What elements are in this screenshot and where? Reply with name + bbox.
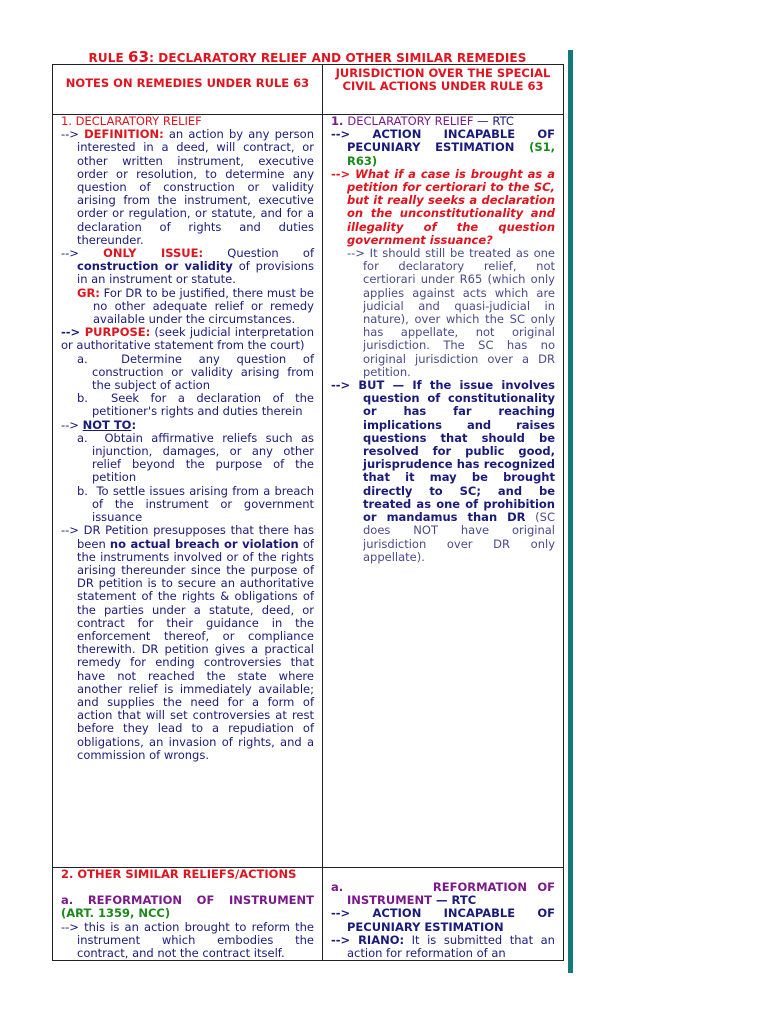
answer-para: --> It should still be treated as one for declaratory relief, not certiorari under R65 (which only applies against acts which are judicial and quasi-judicial in nature), over which the SC only has appellate, not original jurisdiction. The SC has no original jurisdiction over a DR petition. bbox=[347, 246, 555, 379]
only-issue-para: --> ONLY ISSUE: Question of construction or validity of provisions in an instrument or statute. bbox=[61, 246, 314, 287]
reformation-subheading: a. REFORMATION OF INSTRUMENT (ART. 1359, NCC) bbox=[61, 893, 314, 921]
not-to-para: --> NOT TO: bbox=[61, 417, 137, 432]
margin-bar bbox=[568, 50, 573, 973]
left-cell-other bbox=[53, 868, 323, 961]
riano-para: --> RIANO: It is submitted that an action for reformation of an bbox=[331, 932, 555, 961]
reformation-jurisdiction-heading: a. REFORMATION OF INSTRUMENT — RTC bbox=[331, 880, 555, 908]
rule-number: 63 bbox=[128, 48, 150, 66]
purpose-item-a: a. Determine any question of construction or validity arising from the subject of action bbox=[77, 351, 314, 393]
not-to-item-a: a. Obtain affirmative reliefs such as injunction, damages, or any other relief beyond the purpose of the petition bbox=[77, 430, 314, 485]
right-cell-declaratory bbox=[323, 115, 564, 868]
table-row-declaratory-relief bbox=[53, 115, 564, 868]
not-to-item-b: b. To settle issues arising from a breach of the instrument or government issuance bbox=[77, 483, 314, 525]
but-para: --> BUT — If the issue involves question of constitutionality or has far reaching implications and raises questions that should be resolved for public good, jurisprudence has recognized that it may be brought directly to SC; and be treated as one of prohibition or mandamus than DR (SC does NOT have original jurisdiction over DR only appellate). bbox=[331, 378, 556, 564]
purpose-item-b: b. Seek for a declaration of the petitioner's rights and duties therein bbox=[77, 391, 315, 419]
reformation-text: --> this is an action brought to reform the instrument which embodies the contract, and not the contract itself. bbox=[61, 919, 314, 961]
action-incapable-para: --> ACTION INCAPABLE OF PECUNIARY ESTIMATION (S1, R63) bbox=[331, 127, 555, 168]
left-cell-declaratory bbox=[53, 115, 323, 868]
remedies-table bbox=[52, 64, 564, 961]
right-cell-other bbox=[323, 868, 564, 961]
section-heading: 1. DECLARATORY RELIEF bbox=[61, 114, 202, 128]
purpose-para: --> PURPOSE: (seek judicial interpretation or authoritative statement from the court) bbox=[61, 325, 314, 353]
col2-header: JURISDICTION OVER THE SPECIAL CIVIL ACTIONS UNDER RULE 63 bbox=[323, 65, 564, 115]
table-header-row bbox=[53, 65, 564, 115]
reformation-action-para: --> ACTION INCAPABLE OF PECUNIARY ESTIMATION bbox=[331, 906, 555, 934]
presupposes-para: --> DR Petition presupposes that there has been no actual breach or violation of the instruments involved or of the rights arising thereunder since the purpose of DR petition is to secure an authoritative statement of the rights & obligations of the parties under a statute, deed, or contract for their guidance in the enforcement thereof, or compliance therewith. DR petition gives a practical remedy for ending controversies that have not reached the state where another relief is immediately available; and supplies the need for a form of action that will set controversies at rest before they lead to a repudiation of obligations, an invasion of rights, and a commission of wrongs. bbox=[61, 523, 314, 762]
table-row-other-reliefs bbox=[53, 868, 564, 961]
definition-para: --> DEFINITION: an action by any person interested in a deed, will contract, or other written instrument, executive order or resolution, to determine any question of construction or validity arising from the instrument, executive order or regulation, or statute, and for a declaration of rights and duties thereunder. bbox=[61, 127, 314, 247]
col1-header: NOTES ON REMEDIES UNDER RULE 63 bbox=[53, 65, 323, 115]
title-suffix: : DECLARATORY RELIEF AND OTHER SIMILAR REMEDIES bbox=[149, 51, 527, 65]
section-heading-2: 2. OTHER SIMILAR RELIEFS/ACTIONS bbox=[61, 867, 297, 881]
question-para: --> What if a case is brought as a petition for certiorari to the SC, but it really seeks a declaration on the unconstitutionality and illegality of the question government issuance? bbox=[331, 166, 555, 247]
title-prefix: RULE bbox=[88, 51, 129, 65]
gr-para: GR: For DR to be justified, there must be no other adequate relief or remedy available under the circumstances. bbox=[77, 285, 314, 327]
jurisdiction-heading: 1. DECLARATORY RELIEF — RTC bbox=[331, 114, 514, 128]
